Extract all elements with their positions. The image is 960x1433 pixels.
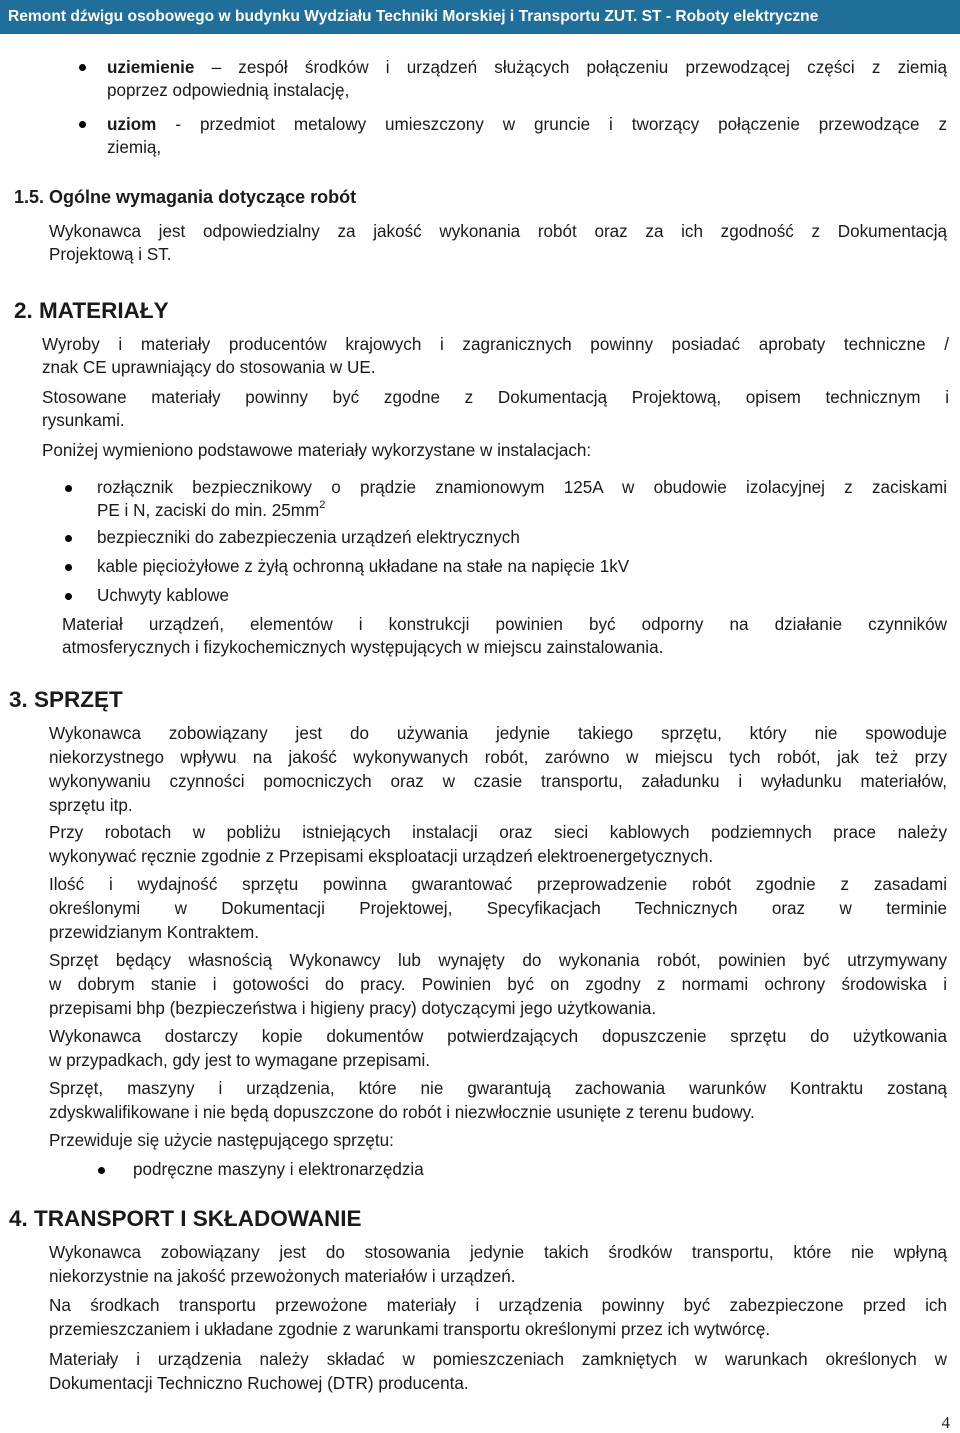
paragraph-line: Dokumentacji Techniczno Ruchowej (DTR) producenta.: [49, 1374, 469, 1393]
material-item: Uchwyty kablowe: [97, 586, 230, 605]
paragraph-line: Materiał urządzeń, elementów i konstrukcji powinien być odporny na działanie czynników: [62, 615, 947, 634]
definition-text: – zespół środków i urządzeń służących połączeniu przewodzącej części z ziemią: [194, 58, 947, 77]
definition-text: - przedmiot metalowy umieszczony w gruncie i tworzący połączenie przewodzące z: [156, 115, 947, 134]
paragraph-line: wykonywać ręcznie zgodnie z Przepisami eksploatacji urządzeń elektroenergetycznych.: [49, 847, 714, 866]
paragraph-line: określonymi w Dokumentacji Projektowej, Specyfikacjach Technicznych oraz w terminie: [49, 899, 947, 918]
section-heading-4: 4. TRANSPORT I SKŁADOWANIE: [9, 1206, 362, 1231]
material-item-text: PE i N, zaciski do min. 25mm: [97, 501, 320, 520]
bullet-icon: [65, 485, 72, 492]
paragraph-line: niekorzystnego wpływu na jakość wykonywanych robót, zarówno w miejscu tych robót, jak też przy: [49, 748, 947, 767]
paragraph-line: przepisami bhp (bezpieczeństwa i higieny pracy) dotyczącymi jego użytkowania.: [49, 999, 657, 1018]
bullet-icon: [65, 564, 72, 571]
equipment-item: podręczne maszyny i elektronarzędzia: [133, 1160, 424, 1179]
paragraph-line: rysunkami.: [42, 411, 125, 430]
paragraph-line: Projektową i ST.: [49, 245, 172, 264]
definition-term: uziom: [107, 115, 157, 134]
definition-uziemienie: [107, 57, 947, 79]
paragraph-line: w przypadkach, gdy jest to wymagane przepisami.: [49, 1051, 430, 1070]
superscript: 2: [319, 499, 326, 511]
paragraph-line: Ilość i wydajność sprzętu powinna gwarantować przeprowadzenie robót zgodnie z zasadami: [49, 875, 947, 894]
paragraph-line: Wykonawca jest odpowiedzialny za jakość wykonania robót oraz za ich zgodność z Dokumentacją: [49, 222, 947, 241]
paragraph-line: niekorzystnie na jakość przewożonych materiałów i urządzeń.: [49, 1267, 516, 1286]
section-heading-1-5: 1.5. Ogólne wymagania dotyczące robót: [14, 187, 357, 207]
paragraph-line: przewidzianym Kontraktem.: [49, 923, 259, 942]
paragraph-line: Poniżej wymieniono podstawowe materiały wykorzystane w instalacjach:: [42, 441, 592, 460]
paragraph-line: Wykonawca zobowiązany jest do stosowania jedynie takich środków transportu, które nie wpłyną: [49, 1243, 947, 1262]
bullet-icon: [79, 64, 86, 71]
paragraph-line: przemieszczaniem i układane zgodnie z warunkami transportu określonymi przez ich wytwórcę.: [49, 1320, 771, 1339]
bullet-icon: [79, 121, 86, 128]
paragraph-line: Przewiduje się użycie następującego sprzętu:: [49, 1131, 394, 1150]
document-header: Remont dźwigu osobowego w budynku Wydziału Techniki Morskiej i Transportu ZUT. ST - Roboty elektryczne: [0, 0, 960, 34]
material-item: kable pięciożyłowe z żyłą ochronną układane na stałe na napięcie 1kV: [97, 557, 630, 576]
page-number: 4: [941, 1413, 950, 1432]
definition-continuation: ziemią,: [107, 138, 162, 157]
definition-term: uziemienie: [107, 58, 195, 77]
paragraph-line: Sprzęt będący własnością Wykonawcy lub wynajęty do wykonania robót, powinien być utrzymywany: [49, 951, 947, 970]
bullet-icon: [98, 1167, 105, 1174]
paragraph-line: zdyskwalifikowane i nie będą dopuszczone do robót i niezwłocznie usunięte z terenu budowy.: [49, 1103, 755, 1122]
section-heading-2: 2. MATERIAŁY: [14, 298, 169, 323]
bullet-icon: [65, 593, 72, 600]
paragraph-line: Wyroby i materiały producentów krajowych i zagranicznych powinny posiadać aprobaty techniczne /: [42, 335, 949, 354]
paragraph-line: w dobrym stanie i gotowości do pracy. Powinien być on zgodny z normami ochrony środowiska i: [49, 975, 947, 994]
paragraph-line: atmosferycznych i fizykochemicznych występujących w miejscu zainstalowania.: [62, 638, 664, 657]
material-item: rozłącznik bezpiecznikowy o prądzie znamionowym 125A w obudowie izolacyjnej z zaciskami: [97, 478, 947, 497]
paragraph-line: Materiały i urządzenia należy składać w pomieszczeniach zamkniętych w warunkach określonych w: [49, 1350, 947, 1369]
paragraph-line: Na środkach transportu przewożone materiały i urządzenia powinny być zabezpieczone przed ich: [49, 1296, 947, 1315]
paragraph-line: Wykonawca zobowiązany jest do używania jedynie takiego sprzętu, który nie spowoduje: [49, 724, 947, 743]
section-heading-3: 3. SPRZĘT: [9, 687, 123, 712]
definition-continuation: poprzez odpowiednią instalację,: [107, 81, 350, 100]
definition-uziom: [107, 114, 947, 136]
paragraph-line: Przy robotach w pobliżu istniejących instalacji oraz sieci kablowych podziemnych prace należy: [49, 823, 947, 842]
material-item-continuation: [97, 500, 325, 522]
paragraph-line: Sprzęt, maszyny i urządzenia, które nie gwarantują zachowania warunków Kontraktu zostaną: [49, 1079, 947, 1098]
material-item: bezpieczniki do zabezpieczenia urządzeń elektrycznych: [97, 528, 520, 547]
paragraph-line: Stosowane materiały powinny być zgodne z Dokumentacją Projektową, opisem technicznym i: [42, 388, 949, 407]
paragraph-line: znak CE uprawniający do stosowania w UE.: [42, 358, 376, 377]
bullet-icon: [65, 535, 72, 542]
paragraph-line: Wykonawca dostarczy kopie dokumentów potwierdzających dopuszczenie sprzętu do użytkowania: [49, 1027, 947, 1046]
paragraph-line: sprzętu itp.: [49, 796, 133, 815]
paragraph-line: wykonywaniu czynności pomocniczych oraz w czasie transportu, załadunku i wyładunku materiałów,: [49, 772, 947, 791]
